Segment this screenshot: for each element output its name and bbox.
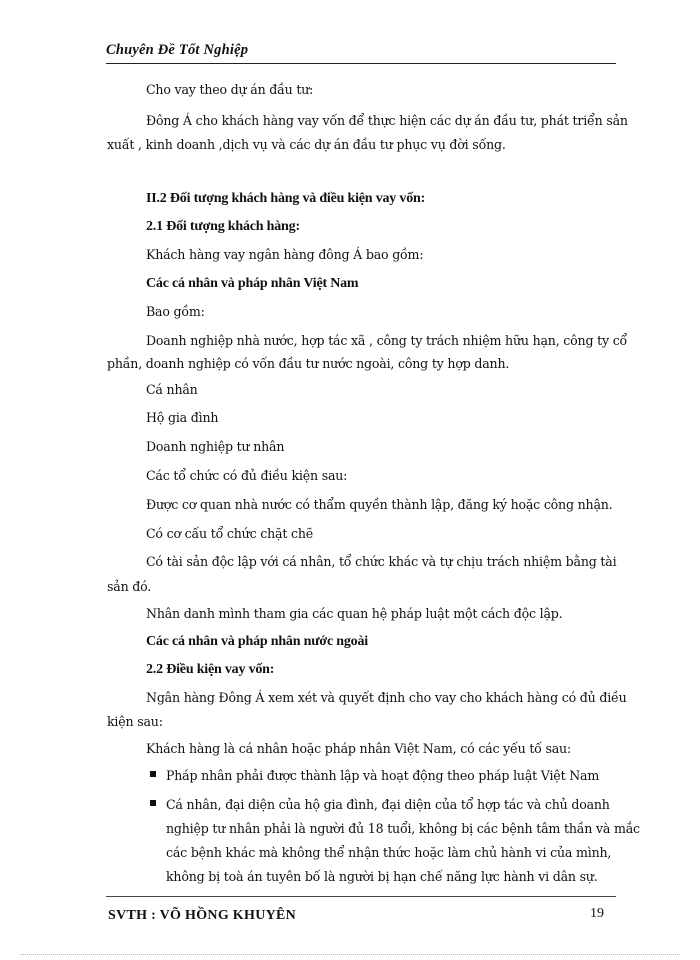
- paragraph-conditions-line1: Ngân hàng Đông Á xem xét và quyết định cho vay cho khách hàng có đủ điều: [146, 690, 627, 705]
- subsection-heading-2-2: 2.2 Điều kiện vay vốn:: [146, 662, 275, 677]
- paragraph-customer-criteria: Khách hàng là cá nhân hoặc pháp nhân Việt Nam, có các yếu tố sau:: [146, 741, 572, 756]
- bullet-square-icon: [150, 800, 156, 806]
- paragraph-private-enterprise: Doanh nghiệp tư nhân: [146, 439, 285, 454]
- paragraph-loan-by-project: Cho vay theo dự án đầu tư:: [146, 82, 314, 97]
- bullet-item-individual-line4: không bị toà án tuyên bố là người bị hạn chế năng lực hành vi dân sự.: [166, 869, 598, 884]
- paragraph-structure: Có cơ cấu tổ chức chặt chẽ: [146, 526, 313, 541]
- bullet-item-legal-entity: Pháp nhân phải được thành lập và hoạt động theo pháp luật Việt Nam: [166, 768, 600, 783]
- bullet-item-individual-line2: nghiệp tư nhân phải là người đủ 18 tuổi, không bị các bệnh tâm thần và mắc: [166, 821, 640, 836]
- paragraph-individual: Cá nhân: [146, 382, 198, 397]
- footer-rule: [106, 896, 616, 897]
- paragraph-project-line2: xuất , kinh doanh ,dịch vụ và các dự án đầu tư phục vụ đời sống.: [107, 137, 506, 152]
- paragraph-enterprises-line2: phần, doanh nghiệp có vốn đầu tư nước ngoài, công ty hợp danh.: [107, 356, 510, 371]
- page-edge-divider: [20, 954, 680, 955]
- paragraph-include: Bao gồm:: [146, 304, 205, 319]
- subsection-heading-2-1: 2.1 Đối tượng khách hàng:: [146, 219, 300, 234]
- section-heading-II2: II.2 Đối tượng khách hàng và điều kiện vay vốn:: [146, 191, 426, 206]
- bullet-item-individual-line3: các bệnh khác mà không thể nhận thức hoặc làm chủ hành vi của mình,: [166, 845, 612, 860]
- footer-author: SVTH : VÕ HỒNG KHUYÊN: [108, 908, 297, 923]
- page-number: 19: [590, 906, 604, 921]
- running-header: Chuyên Đề Tốt Nghiệp: [106, 42, 249, 58]
- header-rule: [106, 63, 616, 64]
- paragraph-project-line1: Đông Á cho khách hàng vay vốn để thực hiện các dự án đầu tư, phát triển sản: [146, 113, 628, 128]
- heading-vietnam-entities: Các cá nhân và pháp nhân Việt Nam: [146, 276, 359, 291]
- paragraph-legal-relations: Nhân danh mình tham gia các quan hệ pháp luật một cách độc lập.: [146, 606, 563, 621]
- paragraph-assets-line1: Có tài sản độc lập với cá nhân, tổ chức khác và tự chịu trách nhiệm bằng tài: [146, 554, 617, 569]
- paragraph-conditions-line2: kiện sau:: [107, 714, 163, 729]
- heading-foreign-entities: Các cá nhân và pháp nhân nước ngoài: [146, 634, 368, 649]
- paragraph-enterprises-line1: Doanh nghiệp nhà nước, hợp tác xã , công ty trách nhiệm hữu hạn, công ty cổ: [146, 333, 628, 348]
- paragraph-organizations: Các tổ chức có đủ điều kiện sau:: [146, 468, 348, 483]
- paragraph-customers: Khách hàng vay ngân hàng đông Á bao gồm:: [146, 247, 424, 262]
- paragraph-established: Được cơ quan nhà nước có thẩm quyền thành lập, đăng ký hoặc công nhận.: [146, 497, 613, 512]
- bullet-square-icon: [150, 771, 156, 777]
- paragraph-assets-line2: sản đó.: [107, 579, 152, 594]
- bullet-item-individual-line1: Cá nhân, đại diện của hộ gia đình, đại diện của tổ hợp tác và chủ doanh: [166, 797, 610, 812]
- paragraph-household: Hộ gia đình: [146, 410, 219, 425]
